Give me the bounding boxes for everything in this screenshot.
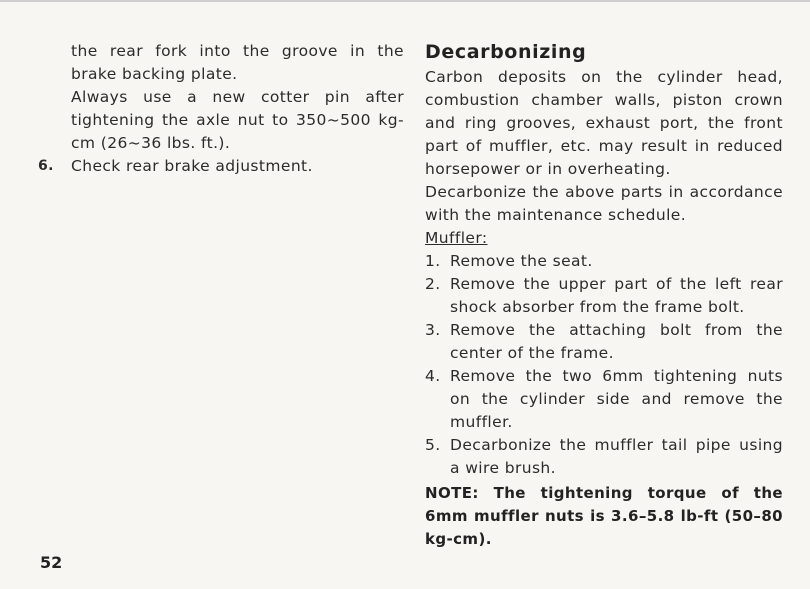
- list-item-text: Remove the upper part of the left rear shock absorber from the frame bolt.: [450, 275, 783, 316]
- list-item-number: 5.: [425, 436, 441, 454]
- list-item-6: [38, 155, 404, 178]
- page-number: 52: [40, 553, 63, 572]
- list-item-number: 4.: [425, 367, 441, 385]
- list-item: [425, 250, 783, 273]
- list-item-text: Check rear brake adjustment.: [71, 157, 313, 175]
- torque-note: NOTE: The tightening torque of the 6mm muffler nuts is 3.6–5.8 lb-ft (50–80 kg-cm).: [425, 484, 783, 548]
- left-column: [38, 40, 404, 178]
- list-item-text: Remove the attaching bolt from the center of the frame.: [450, 321, 783, 362]
- section-title: Decarbonizing: [425, 41, 587, 63]
- list-item: [425, 273, 783, 319]
- continued-paragraph: the rear fork into the groove in the brake backing plate.: [71, 42, 404, 83]
- intro-paragraph: Carbon deposits on the cylinder head, combustion chamber walls, piston crown and ring grooves, exhaust port, the front part of muffler, etc. may result in reduced horsepower or in overheating.: [425, 68, 783, 178]
- list-item-text: Remove the two 6mm tightening nuts on the cylinder side and remove the muffler.: [450, 367, 783, 431]
- list-item: [425, 434, 783, 480]
- top-rule: [0, 0, 810, 2]
- list-item-text: Decarbonize the muffler tail pipe using a wire brush.: [450, 436, 783, 477]
- muffler-subheading: Muffler:: [425, 229, 488, 247]
- list-item-text: Remove the seat.: [450, 252, 593, 270]
- list-item-number: 2.: [425, 275, 441, 293]
- list-item-number: 3.: [425, 321, 441, 339]
- schedule-paragraph: Decarbonize the above parts in accordance with the maintenance schedule.: [425, 183, 783, 224]
- list-item: [425, 365, 783, 434]
- cotter-pin-paragraph: Always use a new cotter pin after tightening the axle nut to 350~500 kg-cm (26~36 lbs. ft.).: [71, 88, 404, 152]
- list-item: [425, 319, 783, 365]
- right-column: [425, 40, 783, 551]
- list-item-number: 1.: [425, 252, 441, 270]
- list-item-number: 6.: [38, 158, 54, 174]
